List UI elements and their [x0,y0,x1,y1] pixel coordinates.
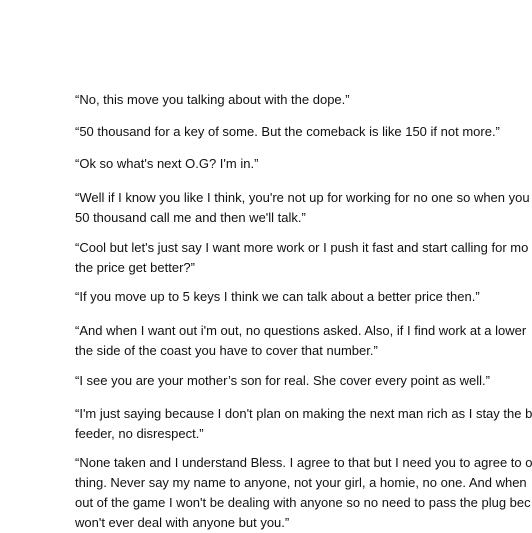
paragraph-7 [75,321,526,361]
text-line: the side of the coast you have to cover that number.” [75,343,378,358]
text-line: “Ok so what's next O.G? I'm in.” [75,156,259,171]
text-line: feeder, no disrespect.” [75,426,204,441]
text-line: won't ever deal with anyone but you.” [75,515,290,530]
paragraph-9 [75,404,532,444]
text-line: “Well if I know you like I think, you're not up for working for no one so when you [75,190,530,205]
paragraph-10 [75,453,532,533]
paragraph-5 [75,238,528,278]
paragraph-1 [75,90,350,110]
text-line: the price get better?” [75,260,195,275]
text-line: “I see you are your mother’s son for real. She cover every point as well.” [75,373,490,388]
text-line: “None taken and I understand Bless. I agree to that but I need you to agree to o [75,455,532,470]
text-line: out of the game I won't be dealing with anyone so no need to pass the plug bec [75,495,531,510]
text-line: “50 thousand for a key of some. But the comeback is like 150 if not more.” [75,124,500,139]
paragraph-8 [75,371,490,391]
paragraph-3 [75,154,258,174]
text-line: “And when I want out i'm out, no questions asked. Also, if I find work at a lower [75,323,527,338]
text-line: “Cool but let's just say I want more work or I push it fast and start calling for mo [75,240,529,255]
paragraph-4 [75,188,530,228]
text-line: “If you move up to 5 keys I think we can talk about a better price then.” [75,289,480,304]
paragraph-6 [75,287,480,307]
text-line: 50 thousand call me and then we'll talk.” [75,210,306,225]
text-line: “No, this move you talking about with the dope.” [75,92,350,107]
paragraph-2 [75,122,500,142]
text-line: thing. Never say my name to anyone, not your girl, a homie, no one. And when [75,475,527,490]
text-line: “I'm just saying because I don't plan on making the next man rich as I stay the b [75,406,532,421]
